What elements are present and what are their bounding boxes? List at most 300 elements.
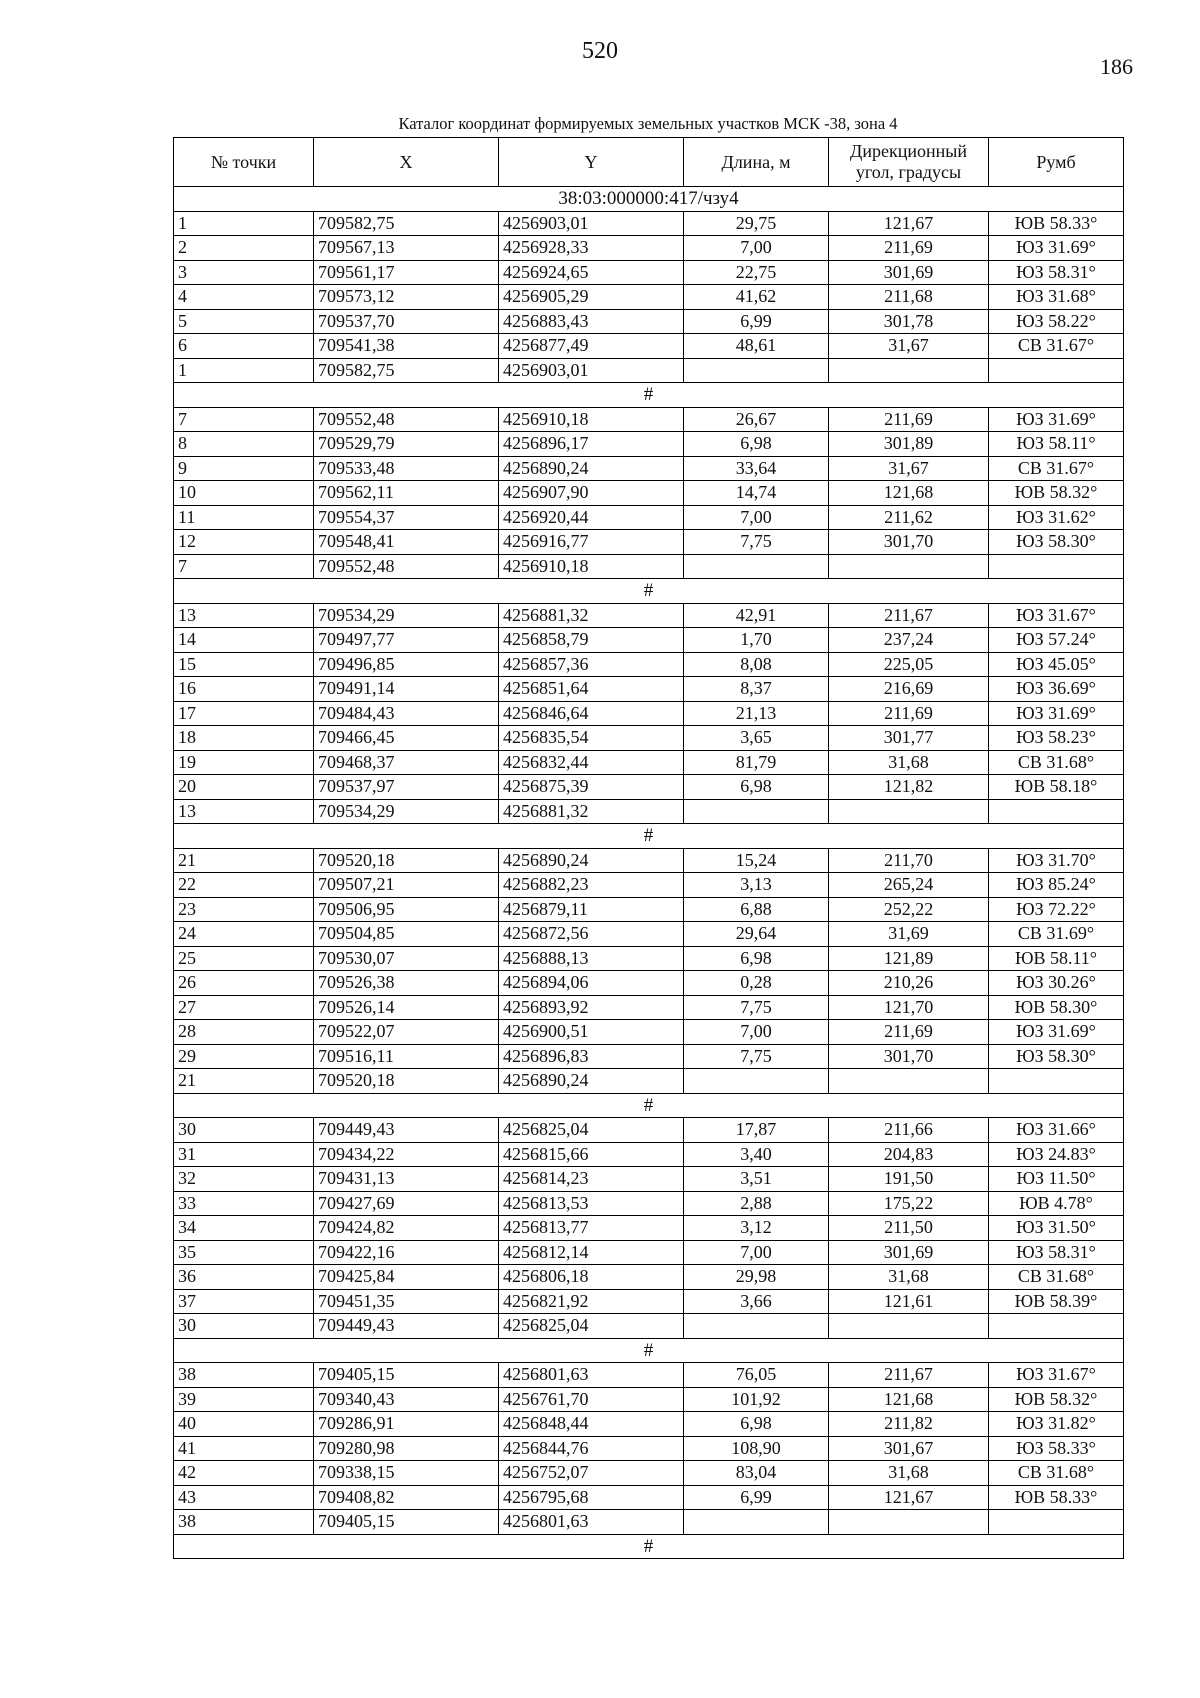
- section-title: #: [174, 1534, 1124, 1559]
- cell-x: 709537,70: [314, 309, 499, 334]
- cell-x: 709520,18: [314, 1069, 499, 1094]
- cell-direction-angle: 204,83: [829, 1142, 989, 1167]
- cell-direction-angle: 121,89: [829, 946, 989, 971]
- cell-rumb: ЮЗ 31.50°: [989, 1216, 1124, 1241]
- cell-point-number: 26: [174, 971, 314, 996]
- cell-length: [684, 1510, 829, 1535]
- cell-rumb: ЮВ 58.32°: [989, 481, 1124, 506]
- cell-length: 7,75: [684, 530, 829, 555]
- cell-y: 4256832,44: [499, 750, 684, 775]
- cell-direction-angle: [829, 1314, 989, 1339]
- table-row: [174, 432, 1124, 457]
- cell-length: 6,88: [684, 897, 829, 922]
- cell-length: 7,75: [684, 1044, 829, 1069]
- table-row: [174, 922, 1124, 947]
- cell-length: 6,98: [684, 1412, 829, 1437]
- cell-direction-angle: 211,62: [829, 505, 989, 530]
- cell-direction-angle: 210,26: [829, 971, 989, 996]
- cell-point-number: 30: [174, 1314, 314, 1339]
- cell-x: 709497,77: [314, 628, 499, 653]
- cell-y: 4256857,36: [499, 652, 684, 677]
- cell-length: [684, 358, 829, 383]
- cell-x: 709526,38: [314, 971, 499, 996]
- cell-length: [684, 554, 829, 579]
- cell-length: 3,65: [684, 726, 829, 751]
- cell-y: 4256846,64: [499, 701, 684, 726]
- cell-y: 4256801,63: [499, 1510, 684, 1535]
- cell-direction-angle: 31,67: [829, 456, 989, 481]
- cell-x: 709422,16: [314, 1240, 499, 1265]
- cell-length: 8,08: [684, 652, 829, 677]
- section-header-row: [174, 1534, 1124, 1559]
- cell-point-number: 1: [174, 211, 314, 236]
- cell-x: 709424,82: [314, 1216, 499, 1241]
- cell-rumb: ЮЗ 45.05°: [989, 652, 1124, 677]
- cell-length: 22,75: [684, 260, 829, 285]
- table-row: [174, 750, 1124, 775]
- cell-point-number: 41: [174, 1436, 314, 1461]
- cell-y: 4256905,29: [499, 285, 684, 310]
- table-row: [174, 1387, 1124, 1412]
- cell-x: 709434,22: [314, 1142, 499, 1167]
- cell-direction-angle: 301,77: [829, 726, 989, 751]
- cell-direction-angle: 211,69: [829, 236, 989, 261]
- page-number-top: 520: [582, 38, 618, 64]
- cell-rumb: ЮЗ 11.50°: [989, 1167, 1124, 1192]
- cell-length: 7,00: [684, 1240, 829, 1265]
- cell-length: 3,12: [684, 1216, 829, 1241]
- table-row: [174, 799, 1124, 824]
- cell-rumb: ЮВ 58.32°: [989, 1387, 1124, 1412]
- cell-direction-angle: [829, 554, 989, 579]
- cell-length: 6,98: [684, 946, 829, 971]
- cell-y: 4256813,77: [499, 1216, 684, 1241]
- cell-point-number: 15: [174, 652, 314, 677]
- cell-direction-angle: 121,82: [829, 775, 989, 800]
- table-row: [174, 481, 1124, 506]
- cell-x: 709552,48: [314, 554, 499, 579]
- cell-rumb: ЮЗ 31.82°: [989, 1412, 1124, 1437]
- page-number-right: 186: [1100, 54, 1133, 79]
- header-point-number: № точки: [174, 138, 314, 187]
- cell-direction-angle: [829, 358, 989, 383]
- cell-direction-angle: 301,70: [829, 530, 989, 555]
- cell-rumb: ЮЗ 36.69°: [989, 677, 1124, 702]
- cell-point-number: 13: [174, 603, 314, 628]
- table-row: [174, 456, 1124, 481]
- coordinates-table: [173, 137, 1124, 1559]
- section-title: #: [174, 1338, 1124, 1363]
- table-row: [174, 1289, 1124, 1314]
- section-header-row: [174, 579, 1124, 604]
- cell-point-number: 16: [174, 677, 314, 702]
- cell-length: 3,40: [684, 1142, 829, 1167]
- cell-rumb: [989, 1314, 1124, 1339]
- cell-x: 709534,29: [314, 603, 499, 628]
- cell-point-number: 21: [174, 1069, 314, 1094]
- cell-length: 6,99: [684, 309, 829, 334]
- table-row: [174, 1069, 1124, 1094]
- cell-length: 33,64: [684, 456, 829, 481]
- cell-y: 4256881,32: [499, 799, 684, 824]
- table-row: [174, 1191, 1124, 1216]
- cell-x: 709561,17: [314, 260, 499, 285]
- table-body: [174, 187, 1124, 1559]
- cell-x: 709506,95: [314, 897, 499, 922]
- header-length: Длина, м: [684, 138, 829, 187]
- cell-direction-angle: 191,50: [829, 1167, 989, 1192]
- cell-point-number: 8: [174, 432, 314, 457]
- cell-point-number: 11: [174, 505, 314, 530]
- cell-length: 2,88: [684, 1191, 829, 1216]
- table-row: [174, 407, 1124, 432]
- cell-direction-angle: 121,70: [829, 995, 989, 1020]
- cell-point-number: 21: [174, 848, 314, 873]
- cell-point-number: 33: [174, 1191, 314, 1216]
- cell-length: 29,64: [684, 922, 829, 947]
- cell-point-number: 43: [174, 1485, 314, 1510]
- cell-length: 41,62: [684, 285, 829, 310]
- table-row: [174, 1461, 1124, 1486]
- cell-direction-angle: 211,66: [829, 1118, 989, 1143]
- section-title: #: [174, 824, 1124, 849]
- cell-length: 6,98: [684, 432, 829, 457]
- cell-direction-angle: 211,69: [829, 701, 989, 726]
- cell-y: 4256879,11: [499, 897, 684, 922]
- table-row: [174, 1240, 1124, 1265]
- table-row: [174, 652, 1124, 677]
- cell-y: 4256801,63: [499, 1363, 684, 1388]
- table-row: [174, 285, 1124, 310]
- cell-direction-angle: 301,70: [829, 1044, 989, 1069]
- cell-x: 709504,85: [314, 922, 499, 947]
- cell-x: 709562,11: [314, 481, 499, 506]
- cell-rumb: СВ 31.67°: [989, 334, 1124, 359]
- cell-y: 4256882,23: [499, 873, 684, 898]
- cell-length: 17,87: [684, 1118, 829, 1143]
- table-row: [174, 1265, 1124, 1290]
- cell-x: 709425,84: [314, 1265, 499, 1290]
- cell-y: 4256894,06: [499, 971, 684, 996]
- cell-point-number: 35: [174, 1240, 314, 1265]
- cell-x: 709530,07: [314, 946, 499, 971]
- cell-length: 7,00: [684, 1020, 829, 1045]
- cell-direction-angle: 31,68: [829, 1461, 989, 1486]
- cell-y: 4256877,49: [499, 334, 684, 359]
- cell-length: 101,92: [684, 1387, 829, 1412]
- cell-point-number: 4: [174, 285, 314, 310]
- cell-point-number: 38: [174, 1510, 314, 1535]
- cell-rumb: СВ 31.68°: [989, 750, 1124, 775]
- cell-rumb: СВ 31.69°: [989, 922, 1124, 947]
- cell-point-number: 38: [174, 1363, 314, 1388]
- cell-direction-angle: [829, 1069, 989, 1094]
- cell-point-number: 40: [174, 1412, 314, 1437]
- section-title: #: [174, 1093, 1124, 1118]
- cell-point-number: 25: [174, 946, 314, 971]
- cell-point-number: 12: [174, 530, 314, 555]
- cell-point-number: 5: [174, 309, 314, 334]
- cell-y: 4256795,68: [499, 1485, 684, 1510]
- cell-direction-angle: 211,67: [829, 1363, 989, 1388]
- cell-rumb: ЮЗ 31.69°: [989, 1020, 1124, 1045]
- header-rumb: Румб: [989, 138, 1124, 187]
- cell-length: [684, 1314, 829, 1339]
- cell-x: 709534,29: [314, 799, 499, 824]
- table-row: [174, 1485, 1124, 1510]
- table-row: [174, 873, 1124, 898]
- cell-rumb: [989, 554, 1124, 579]
- cell-direction-angle: 31,68: [829, 1265, 989, 1290]
- table-row: [174, 701, 1124, 726]
- cell-y: 4256893,92: [499, 995, 684, 1020]
- cell-direction-angle: 211,70: [829, 848, 989, 873]
- cell-y: 4256910,18: [499, 554, 684, 579]
- cell-direction-angle: 301,89: [829, 432, 989, 457]
- cell-direction-angle: 31,68: [829, 750, 989, 775]
- cell-length: 1,70: [684, 628, 829, 653]
- cell-direction-angle: 211,69: [829, 407, 989, 432]
- table-row: [174, 897, 1124, 922]
- cell-point-number: 14: [174, 628, 314, 653]
- table-row: [174, 1167, 1124, 1192]
- table-row: [174, 530, 1124, 555]
- cell-rumb: СВ 31.68°: [989, 1265, 1124, 1290]
- cell-length: 29,75: [684, 211, 829, 236]
- cell-direction-angle: 31,69: [829, 922, 989, 947]
- cell-point-number: 24: [174, 922, 314, 947]
- table-row: [174, 1118, 1124, 1143]
- cell-rumb: ЮЗ 58.30°: [989, 530, 1124, 555]
- cell-y: 4256888,13: [499, 946, 684, 971]
- cell-rumb: ЮВ 58.33°: [989, 211, 1124, 236]
- cell-rumb: ЮЗ 31.67°: [989, 603, 1124, 628]
- cell-rumb: ЮВ 58.39°: [989, 1289, 1124, 1314]
- cell-y: 4256825,04: [499, 1314, 684, 1339]
- table-row: [174, 971, 1124, 996]
- cell-direction-angle: 216,69: [829, 677, 989, 702]
- cell-x: 709554,37: [314, 505, 499, 530]
- cell-x: 709507,21: [314, 873, 499, 898]
- table-row: [174, 505, 1124, 530]
- cell-length: 29,98: [684, 1265, 829, 1290]
- cell-y: 4256890,24: [499, 1069, 684, 1094]
- cell-y: 4256924,65: [499, 260, 684, 285]
- cell-direction-angle: 175,22: [829, 1191, 989, 1216]
- cell-length: 3,66: [684, 1289, 829, 1314]
- cell-x: 709548,41: [314, 530, 499, 555]
- cell-y: 4256752,07: [499, 1461, 684, 1486]
- table-row: [174, 358, 1124, 383]
- cell-point-number: 1: [174, 358, 314, 383]
- cell-x: 709427,69: [314, 1191, 499, 1216]
- cell-point-number: 23: [174, 897, 314, 922]
- table-row: [174, 236, 1124, 261]
- cell-length: 0,28: [684, 971, 829, 996]
- cell-point-number: 3: [174, 260, 314, 285]
- cell-direction-angle: 31,67: [829, 334, 989, 359]
- cell-rumb: ЮЗ 31.70°: [989, 848, 1124, 873]
- cell-length: 83,04: [684, 1461, 829, 1486]
- cell-length: 15,24: [684, 848, 829, 873]
- cell-point-number: 28: [174, 1020, 314, 1045]
- cell-rumb: [989, 1069, 1124, 1094]
- cell-direction-angle: 121,68: [829, 1387, 989, 1412]
- cell-x: 709526,14: [314, 995, 499, 1020]
- header-direction-angle: Дирекционный угол, градусы: [829, 138, 989, 187]
- cell-length: 3,13: [684, 873, 829, 898]
- cell-direction-angle: [829, 799, 989, 824]
- cell-rumb: ЮЗ 31.69°: [989, 701, 1124, 726]
- cell-y: 4256900,51: [499, 1020, 684, 1045]
- cell-x: 709405,15: [314, 1363, 499, 1388]
- cell-y: 4256835,54: [499, 726, 684, 751]
- cell-x: 709520,18: [314, 848, 499, 873]
- cell-rumb: СВ 31.67°: [989, 456, 1124, 481]
- cell-direction-angle: 237,24: [829, 628, 989, 653]
- cell-point-number: 7: [174, 554, 314, 579]
- cell-x: 709280,98: [314, 1436, 499, 1461]
- cell-x: 709582,75: [314, 211, 499, 236]
- cell-direction-angle: 211,50: [829, 1216, 989, 1241]
- cell-rumb: ЮЗ 58.30°: [989, 1044, 1124, 1069]
- cell-point-number: 36: [174, 1265, 314, 1290]
- cell-point-number: 31: [174, 1142, 314, 1167]
- cell-y: 4256825,04: [499, 1118, 684, 1143]
- cell-y: 4256920,44: [499, 505, 684, 530]
- cell-direction-angle: 225,05: [829, 652, 989, 677]
- cell-length: 76,05: [684, 1363, 829, 1388]
- cell-rumb: ЮЗ 57.24°: [989, 628, 1124, 653]
- cell-rumb: ЮЗ 31.69°: [989, 407, 1124, 432]
- cell-direction-angle: 121,67: [829, 1485, 989, 1510]
- cell-rumb: ЮЗ 24.83°: [989, 1142, 1124, 1167]
- cell-rumb: ЮЗ 58.11°: [989, 432, 1124, 457]
- cell-y: 4256903,01: [499, 211, 684, 236]
- table-row: [174, 1363, 1124, 1388]
- cell-x: 709567,13: [314, 236, 499, 261]
- cell-rumb: ЮЗ 31.67°: [989, 1363, 1124, 1388]
- cell-point-number: 22: [174, 873, 314, 898]
- cell-y: 4256844,76: [499, 1436, 684, 1461]
- cell-rumb: СВ 31.68°: [989, 1461, 1124, 1486]
- cell-length: 7,75: [684, 995, 829, 1020]
- cell-point-number: 20: [174, 775, 314, 800]
- cell-point-number: 42: [174, 1461, 314, 1486]
- cell-direction-angle: 252,22: [829, 897, 989, 922]
- cell-point-number: 18: [174, 726, 314, 751]
- cell-length: [684, 1069, 829, 1094]
- cell-rumb: ЮВ 58.11°: [989, 946, 1124, 971]
- cell-length: 26,67: [684, 407, 829, 432]
- cell-rumb: ЮЗ 30.26°: [989, 971, 1124, 996]
- cell-y: 4256875,39: [499, 775, 684, 800]
- cell-x: 709541,38: [314, 334, 499, 359]
- cell-rumb: ЮЗ 85.24°: [989, 873, 1124, 898]
- cell-x: 709466,45: [314, 726, 499, 751]
- cell-rumb: ЮЗ 31.66°: [989, 1118, 1124, 1143]
- cell-direction-angle: 301,69: [829, 260, 989, 285]
- table-row: [174, 260, 1124, 285]
- cell-length: 7,00: [684, 505, 829, 530]
- cell-y: 4256907,90: [499, 481, 684, 506]
- cell-point-number: 37: [174, 1289, 314, 1314]
- cell-length: 3,51: [684, 1167, 829, 1192]
- cell-point-number: 10: [174, 481, 314, 506]
- table-caption: Каталог координат формируемых земельных участков МСК -38, зона 4: [398, 114, 898, 133]
- cell-rumb: ЮЗ 58.31°: [989, 1240, 1124, 1265]
- header-y: Y: [499, 138, 684, 187]
- cell-y: 4256812,14: [499, 1240, 684, 1265]
- cell-length: 42,91: [684, 603, 829, 628]
- cell-y: 4256928,33: [499, 236, 684, 261]
- cell-rumb: ЮЗ 58.22°: [989, 309, 1124, 334]
- cell-direction-angle: 301,67: [829, 1436, 989, 1461]
- cell-point-number: 34: [174, 1216, 314, 1241]
- table-row: [174, 309, 1124, 334]
- table-row: [174, 946, 1124, 971]
- cell-x: 709491,14: [314, 677, 499, 702]
- cell-point-number: 39: [174, 1387, 314, 1412]
- cell-direction-angle: 265,24: [829, 873, 989, 898]
- cell-rumb: ЮЗ 31.69°: [989, 236, 1124, 261]
- cell-direction-angle: 211,67: [829, 603, 989, 628]
- cell-x: 709468,37: [314, 750, 499, 775]
- cell-point-number: 6: [174, 334, 314, 359]
- cell-x: 709449,43: [314, 1314, 499, 1339]
- table-row: [174, 334, 1124, 359]
- cell-x: 709431,13: [314, 1167, 499, 1192]
- cell-direction-angle: 121,68: [829, 481, 989, 506]
- cell-x: 709340,43: [314, 1387, 499, 1412]
- cell-rumb: ЮЗ 31.68°: [989, 285, 1124, 310]
- cell-x: 709582,75: [314, 358, 499, 383]
- cell-x: 709496,85: [314, 652, 499, 677]
- cell-x: 709529,79: [314, 432, 499, 457]
- cell-rumb: [989, 1510, 1124, 1535]
- table-row: [174, 848, 1124, 873]
- cell-x: 709338,15: [314, 1461, 499, 1486]
- cell-length: 6,98: [684, 775, 829, 800]
- section-title: #: [174, 579, 1124, 604]
- cell-point-number: 9: [174, 456, 314, 481]
- cell-length: 7,00: [684, 236, 829, 261]
- cell-x: 709286,91: [314, 1412, 499, 1437]
- cell-length: 48,61: [684, 334, 829, 359]
- table-row: [174, 1216, 1124, 1241]
- cell-rumb: ЮЗ 31.62°: [989, 505, 1124, 530]
- cell-direction-angle: 301,69: [829, 1240, 989, 1265]
- cell-rumb: [989, 799, 1124, 824]
- cell-direction-angle: 121,61: [829, 1289, 989, 1314]
- cell-length: 14,74: [684, 481, 829, 506]
- cell-length: 21,13: [684, 701, 829, 726]
- cell-y: 4256896,17: [499, 432, 684, 457]
- cell-length: [684, 799, 829, 824]
- table-row: [174, 1020, 1124, 1045]
- section-header-row: [174, 1093, 1124, 1118]
- cell-rumb: ЮЗ 58.33°: [989, 1436, 1124, 1461]
- cell-y: 4256910,18: [499, 407, 684, 432]
- cell-length: 81,79: [684, 750, 829, 775]
- cell-point-number: 7: [174, 407, 314, 432]
- cell-rumb: ЮВ 4.78°: [989, 1191, 1124, 1216]
- cell-y: 4256806,18: [499, 1265, 684, 1290]
- cell-y: 4256883,43: [499, 309, 684, 334]
- cell-direction-angle: [829, 1510, 989, 1535]
- cell-rumb: ЮВ 58.33°: [989, 1485, 1124, 1510]
- cell-y: 4256896,83: [499, 1044, 684, 1069]
